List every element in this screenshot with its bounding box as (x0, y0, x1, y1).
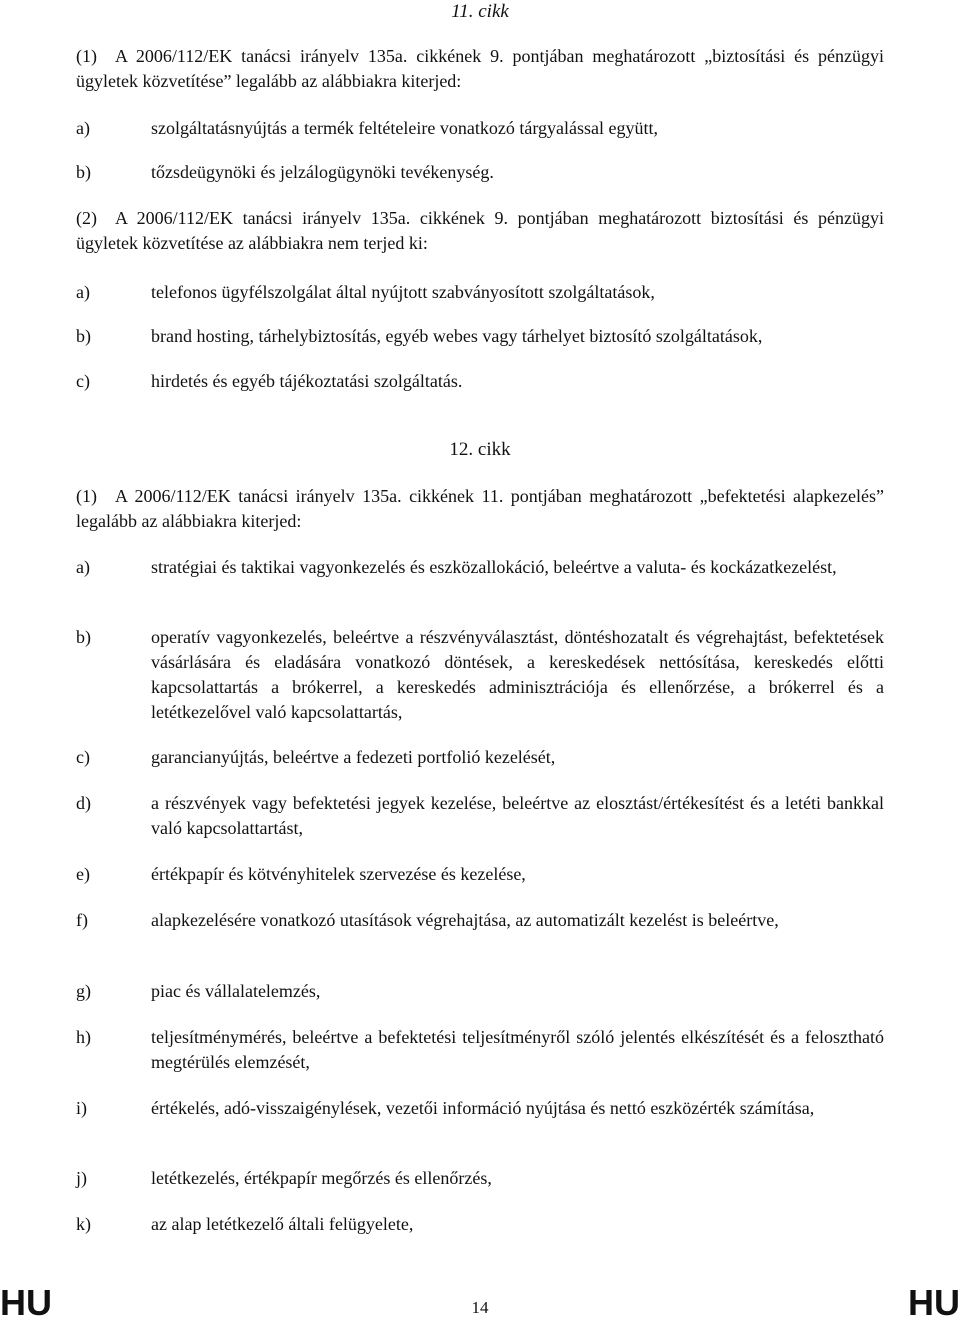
list-item-text: teljesítménymérés, beleértve a befektetési teljesítményről szóló jelentés elkészítését és a felosztható megtérülés elemzését, (151, 1027, 884, 1072)
list-item-text: szolgáltatásnyújtás a termék feltételeire vonatkozó tárgyalással együtt, (151, 118, 658, 138)
list-item-label: a) (76, 282, 90, 302)
list-item-text: telefonos ügyfélszolgálat által nyújtott szabványosított szolgáltatások, (151, 282, 655, 302)
list-item-label: b) (76, 627, 91, 647)
list-item-text: piac és vállalatelemzés, (151, 981, 321, 1001)
footer-language-code-right: HU (908, 1282, 960, 1323)
list-item-text: tőzsdeügynöki és jelzálogügynöki tevékenység. (151, 162, 494, 182)
list-item-text: hirdetés és egyéb tájékoztatási szolgáltatás. (151, 371, 463, 391)
list-item-label: a) (76, 557, 90, 577)
list-item-text: stratégiai és taktikai vagyonkezelés és eszközallokáció, beleértve a valuta- és kockázatkezelést, (151, 557, 837, 577)
list-item-label: d) (76, 793, 91, 813)
list-item-text: értékelés, adó-visszaigénylések, vezetői információ nyújtása és nettó eszközérték számítása, (151, 1098, 815, 1118)
article-12-paragraph-1: (1) A 2006/112/EK tanácsi irányelv 135a. cikkének 11. pontjában meghatározott „befektetési alapkezelés” legalább az alábbiakra kiterjed: (76, 486, 884, 531)
list-item-text: az alap letétkezelő általi felügyelete, (151, 1214, 414, 1234)
footer-language-code-left: HU (0, 1282, 52, 1323)
article-12-heading: 12. cikk (449, 439, 511, 460)
list-item-text: brand hosting, tárhelybiztosítás, egyéb webes vagy tárhelyet biztosító szolgáltatások, (151, 326, 763, 346)
list-item-label: j) (76, 1168, 87, 1188)
list-item-text: garancianyújtás, beleértve a fedezeti portfolió kezelését, (151, 747, 556, 767)
article-11-paragraph-2: (2) A 2006/112/EK tanácsi irányelv 135a. cikkének 9. pontjában meghatározott biztosítási és pénzügyi ügyletek közvetítése az alábbiakra nem terjed ki: (76, 208, 884, 253)
list-item-text: alapkezelésére vonatkozó utasítások végrehajtása, az automatizált kezelést is beleértve, (151, 910, 779, 930)
list-item-label: i) (76, 1098, 87, 1118)
list-item-label: b) (76, 162, 91, 182)
article-11-paragraph-1: (1) A 2006/112/EK tanácsi irányelv 135a. cikkének 9. pontjában meghatározott „biztosítási és pénzügyi ügyletek közvetítése” legalább az alábbiakra kiterjed: (76, 46, 884, 91)
list-item-text: értékpapír és kötvényhitelek szervezése és kezelése, (151, 864, 526, 884)
list-item-label: c) (76, 747, 90, 767)
list-item-text: a részvények vagy befektetési jegyek kezelése, beleértve az elosztást/értékesítést és a letéti bankkal való kapcsolattartást, (151, 793, 884, 838)
list-item-label: c) (76, 371, 90, 391)
list-item-label: k) (76, 1214, 91, 1234)
article-11-heading: 11. cikk (451, 1, 509, 22)
list-item-text: operatív vagyonkezelés, beleértve a részvényválasztást, döntéshozatalt és végrehajtást, befektetések vásárlására és eladására vonatkozó döntések, a kereskedések nettósítása, kereskedés előtti kapcsolattartás a brókerrel, a kereskedés adminisztrációja és ellenőrzése, a brókerrel és a letétkezelővel való kapcsolattartás, (151, 627, 884, 722)
list-item-text: letétkezelés, értékpapír megőrzés és ellenőrzés, (151, 1168, 492, 1188)
list-item-label: h) (76, 1027, 91, 1047)
list-item-label: a) (76, 118, 90, 138)
list-item-label: b) (76, 326, 91, 346)
list-item-label: f) (76, 910, 88, 930)
list-item-label: g) (76, 981, 91, 1001)
page-number: 14 (471, 1298, 489, 1317)
list-item-label: e) (76, 864, 90, 884)
